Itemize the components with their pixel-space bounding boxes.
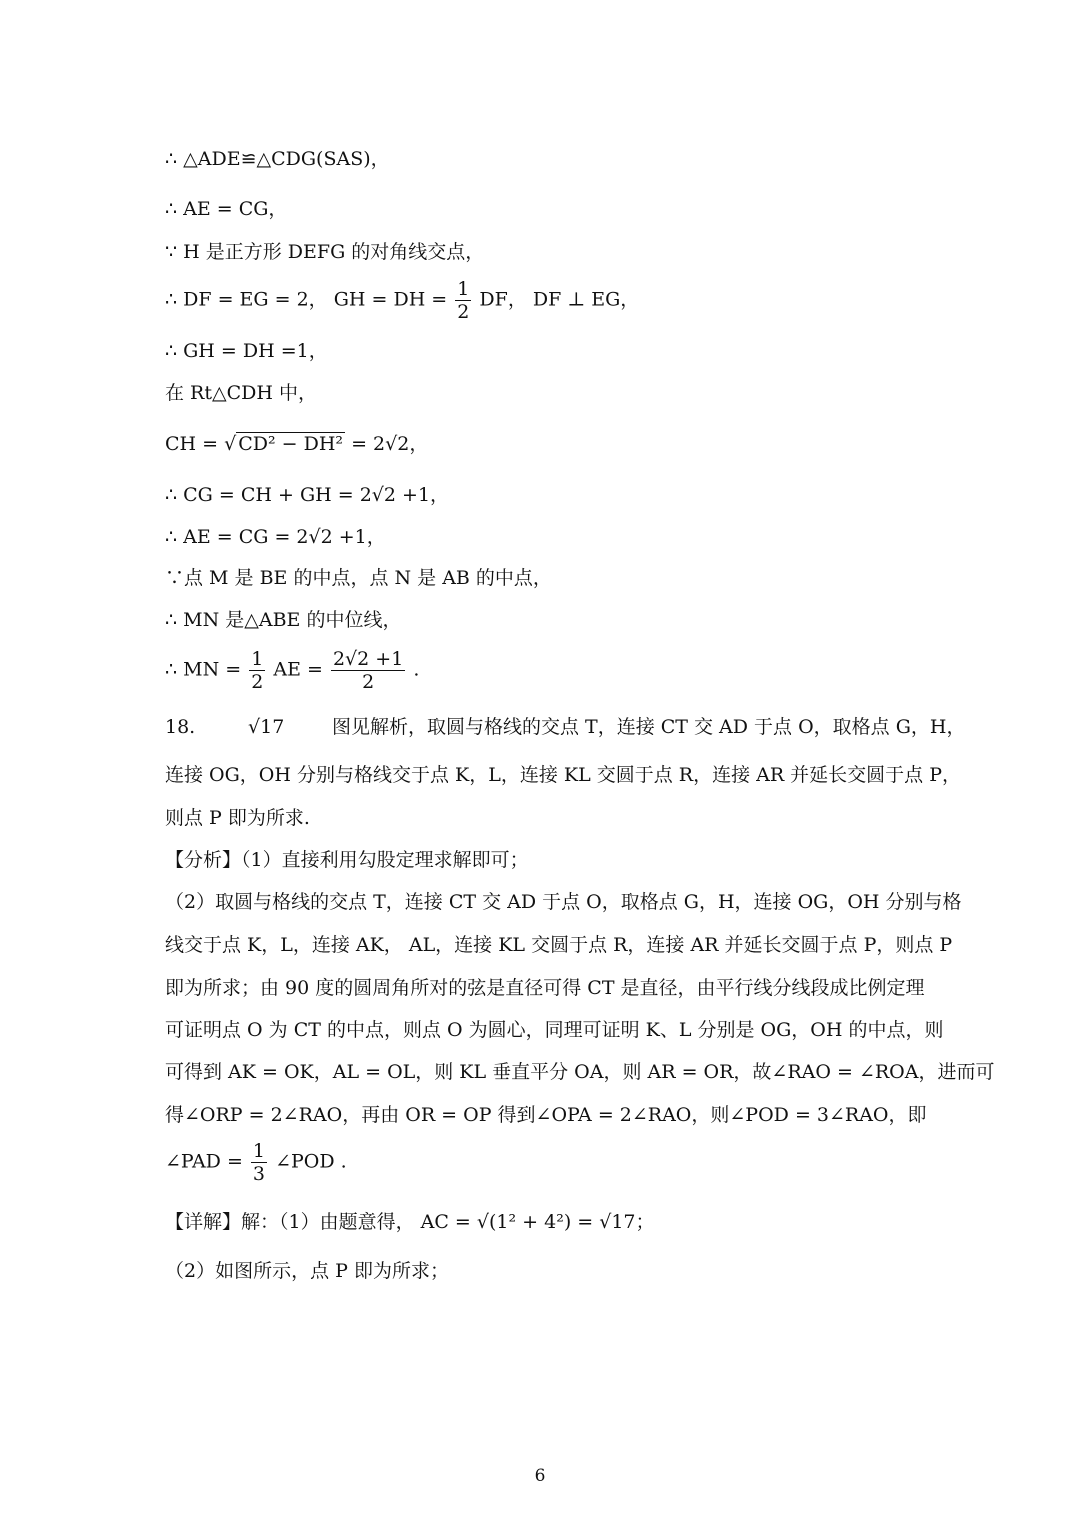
proof-line-4 [165,278,639,323]
proof-line-2: ∴ AE = CG， [165,198,288,220]
proof-line-8: ∴ CG = CH + GH = 2√2 +1， [165,484,450,506]
proof-line-3: ∵ H 是正方形 DEFG 的对角线交点， [165,241,485,263]
denominator: 2 [251,671,264,693]
text-segment: ∠POD . [275,1150,347,1173]
answer-line-3: 则点 P 即为所求. [165,807,310,829]
answer-2: 图见解析，取圆与格线的交点 T，连接 CT 交 AD 于点 O，取格点 G，H， [332,716,966,738]
page-number: 6 [534,1466,546,1486]
answer-line-2: 连接 OG，OH 分别与格线交于点 K，L，连接 KL 交圆于点 R，连接 AR 并延长交圆于点 P， [165,764,961,786]
analysis-line-3: 线交于点 K，L，连接 AK， AL，连接 KL 交圆于点 R，连接 AR 并延长交圆于点 P，则点 P [165,934,953,956]
text-segment: CH = √ [165,433,237,455]
proof-line-1: ∴ △ADE≌△CDG(SAS)， [165,148,390,170]
analysis-line-5: 可证明点 O 为 CT 的中点，则点 O 为圆心，同理可证明 K、L 分别是 OG，OH 的中点，则 [165,1019,944,1041]
text-segment: ∠PAD = [165,1150,243,1173]
analysis-line-8 [165,1140,347,1185]
numerator: 1 [457,278,470,300]
text-segment: AE = [273,658,323,681]
proof-line-12 [165,648,419,693]
text-segment: ∴ MN = [165,658,242,681]
proof-line-7 [165,431,428,457]
numerator: 2√2 +1 [332,648,404,670]
text-segment: ∴ DF = EG = 2， GH = DH = [165,288,448,311]
fraction [331,648,405,693]
analysis-line-7: 得∠ORP = 2∠RAO，再由 OR = OP 得到∠OPA = 2∠RAO，则∠POD = 3∠RAO，即 [165,1104,927,1126]
detail-line-2: （2）如图所示，点 P 即为所求； [165,1260,449,1282]
numerator: 1 [252,1140,266,1162]
text-segment: = 2√2， [345,433,429,455]
question-number: 18. [165,716,196,738]
detail-line-1: 【详解】解：（1）由题意得， AC = √(1² + 4²) = √17； [165,1211,655,1233]
proof-line-5: ∴ GH = DH =1， [165,340,328,362]
radicand: CD² − DH² [238,433,344,455]
denominator: 3 [252,1163,266,1185]
text-segment: DF， DF ⊥ EG， [479,288,640,311]
proof-line-6: 在 Rt△CDH 中， [165,382,317,404]
proof-line-11: ∴ MN 是△ABE 的中位线， [165,609,402,631]
fraction [455,278,471,323]
denominator: 2 [362,671,375,693]
analysis-line-6: 可得到 AK = OK，AL = OL，则 KL 垂直平分 OA，则 AR = OR，故∠RAO = ∠ROA，进而可 [165,1061,995,1083]
analysis-line-1: 【分析】（1）直接利用勾股定理求解即可； [165,849,529,871]
fraction [251,1140,267,1185]
text-segment: . [413,658,420,681]
answer-1: √17 [248,716,285,738]
denominator: 2 [457,301,470,323]
numerator: 1 [251,648,264,670]
proof-line-9: ∴ AE = CG = 2√2 +1， [165,526,386,548]
analysis-line-2: （2）取圆与格线的交点 T，连接 CT 交 AD 于点 O，取格点 G，H，连接 OG，OH 分别与格 [165,891,962,913]
fraction [249,648,265,693]
analysis-line-4: 即为所求；由 90 度的圆周角所对的弦是直径可得 CT 是直径，由平行线分线段成比例定理 [165,977,925,999]
proof-line-10: ∵点 M 是 BE 的中点，点 N 是 AB 的中点， [165,567,552,589]
